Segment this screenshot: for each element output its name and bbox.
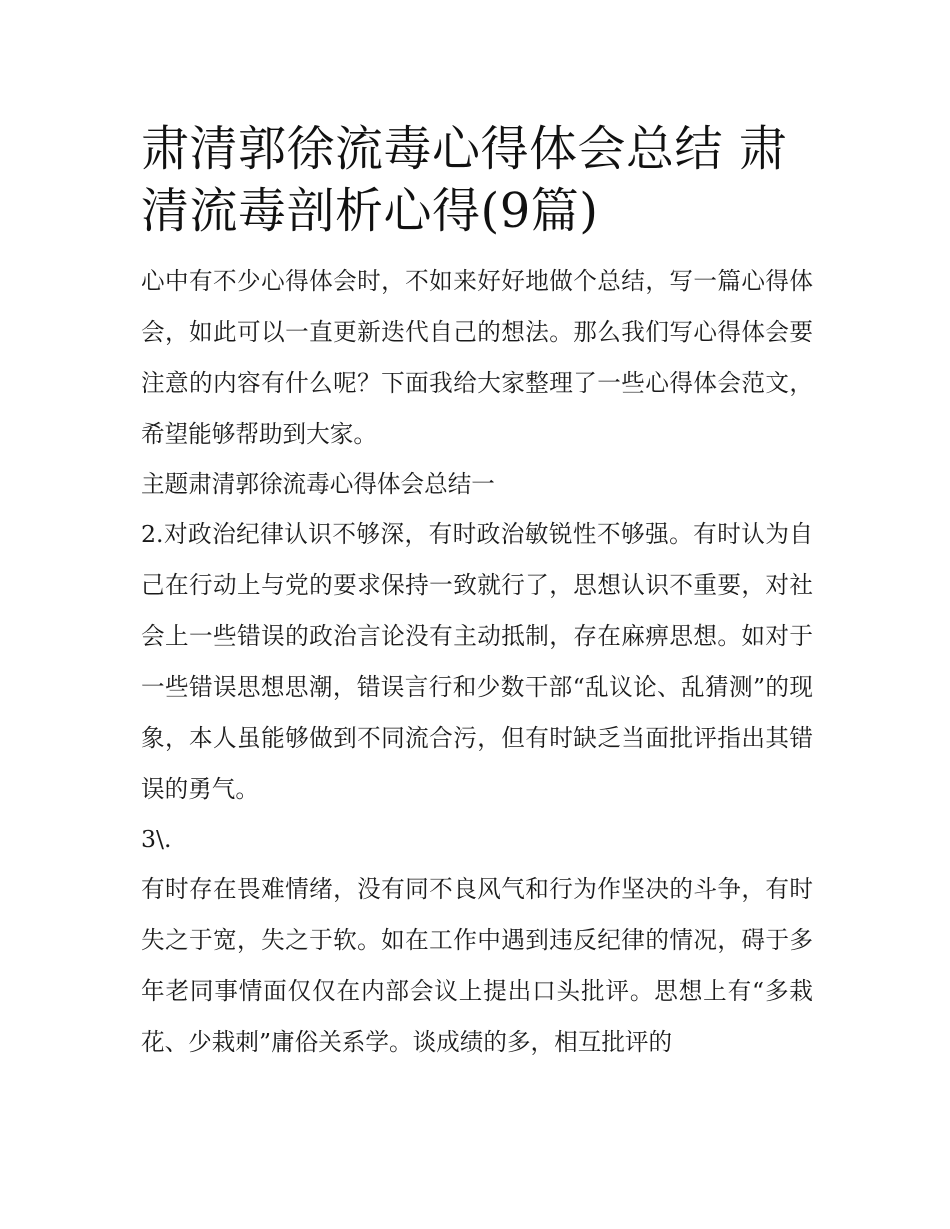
document-page xyxy=(141,118,813,1068)
item-number: 3\. xyxy=(141,825,172,853)
intro-paragraph: 心中有不少心得体会时，不如来好好地做个总结，写一篇心得体会，如此可以一直更新迭代自己的想法。那么我们写心得体会要注意的内容有什么呢？下面我给大家整理了一些心得体会范文，希望能够帮助到大家。 xyxy=(141,267,813,448)
body-paragraph: 有时存在畏难情绪，没有同不良风气和行为作坚决的斗争，有时失之于宽，失之于软。如在工作中遇到违反纪律的情况，碍于多年老同事情面仅仅在内部会议上提出口头批评。思想上有“多栽花、少栽刺”庸俗关系学。谈成绩的多，相互批评的 xyxy=(141,875,813,1056)
body-paragraph: 2.对政治纪律认识不够深，有时政治敏锐性不够强。有时认为自己在行动上与党的要求保持一致就行了，思想认识不重要，对社会上一些错误的政治言论没有主动抵制，存在麻痹思想。如对于一些错误思想思潮，错误言行和少数干部“乱议论、乱猜测”的现象，本人虽能够做到不同流合污，但有时缺乏当面批评指出其错误的勇气。 xyxy=(141,520,813,803)
document-body xyxy=(141,256,813,1068)
section-heading: 主题肃清郭徐流毒心得体会总结一 xyxy=(141,470,495,498)
document-title: 肃清郭徐流毒心得体会总结 肃清流毒剖析心得(9篇) xyxy=(141,121,788,239)
